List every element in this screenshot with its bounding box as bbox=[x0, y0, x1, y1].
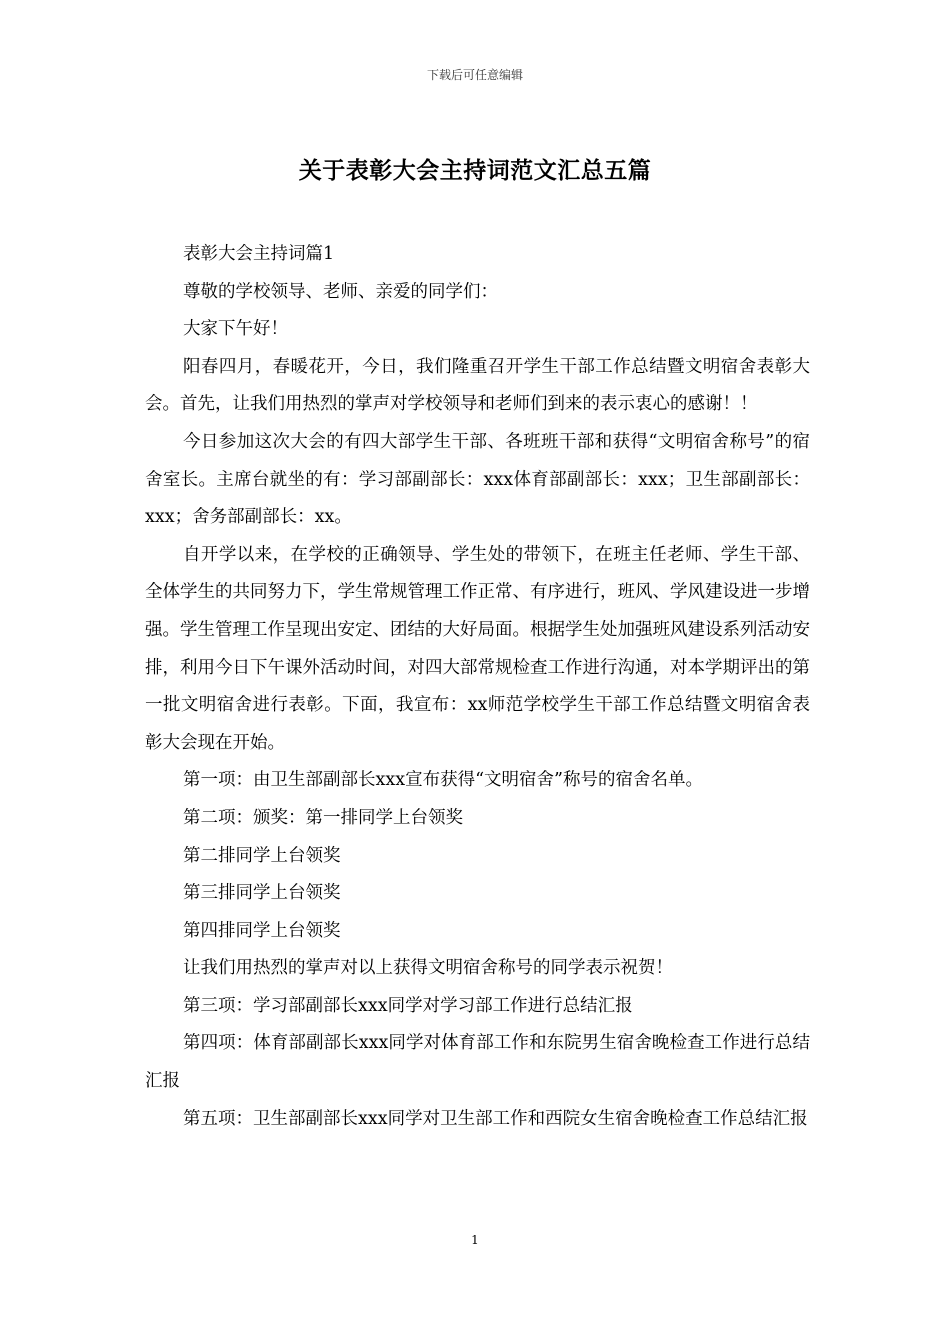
document-title: 关于表彰大会主持词范文汇总五篇 bbox=[298, 157, 652, 184]
paragraph: 第四项：体育部副部长xxx同学对体育部工作和东院男生宿舍晚检查工作进行总结汇报 bbox=[145, 1033, 810, 1092]
paragraph: 大家下午好！ bbox=[183, 319, 288, 340]
paragraph: 第五项：卫生部副部长xxx同学对卫生部工作和西院女生宿舍晚检查工作总结汇报 bbox=[183, 1108, 808, 1129]
paragraph: 尊敬的学校领导、老师、亲爱的同学们： bbox=[183, 281, 498, 302]
paragraph: 第三项：学习部副部长xxx同学对学习部工作进行总结汇报 bbox=[183, 995, 633, 1016]
paragraph: 第四排同学上台领奖 bbox=[183, 920, 341, 941]
paragraph: 第三排同学上台领奖 bbox=[183, 883, 341, 904]
paragraph: 第一项：由卫生部副部长xxx宣布获得“文明宿舍”称号的宿舍名单。 bbox=[183, 770, 703, 791]
header-note: 下载后可任意编辑 bbox=[426, 68, 523, 82]
paragraph: 阳春四月，春暖花开，今日，我们隆重召开学生干部工作总结暨文明宿舍表彰大会。首先，让我们用热烈的掌声对学校领导和老师们到来的表示衷心的感谢！！ bbox=[145, 356, 810, 415]
paragraph: 第二项：颁奖：第一排同学上台领奖 bbox=[183, 807, 463, 828]
paragraph: 今日参加这次大会的有四大部学生干部、各班班干部和获得“文明宿舍称号”的宿舍室长。主席台就坐的有：学习部副部长：xxx体育部副部长：xxx；卫生部副部长：xxx；舍务部副部长：xx。 bbox=[145, 431, 810, 528]
paragraph: 让我们用热烈的掌声对以上获得文明宿舍称号的同学表示祝贺！ bbox=[183, 958, 673, 979]
page-number: 1 bbox=[471, 1233, 479, 1247]
paragraph: 表彰大会主持词篇1 bbox=[183, 244, 335, 264]
document-body bbox=[145, 236, 810, 1138]
paragraph: 自开学以来，在学校的正确领导、学生处的带领下，在班主任老师、学生干部、全体学生的共同努力下，学生常规管理工作正常、有序进行，班风、学风建设进一步增强。学生管理工作呈现出安定、团结的大好局面。根据学生处加强班风建设系列活动安排，利用今日下午课外活动时间，对四大部常规检查工作进行沟通，对本学期评出的第一批文明宿舍进行表彰。下面，我宣布：xx师范学校学生干部工作总结暨文明宿舍表彰大会现在开始。 bbox=[145, 544, 810, 753]
paragraph: 第二排同学上台领奖 bbox=[183, 845, 341, 866]
